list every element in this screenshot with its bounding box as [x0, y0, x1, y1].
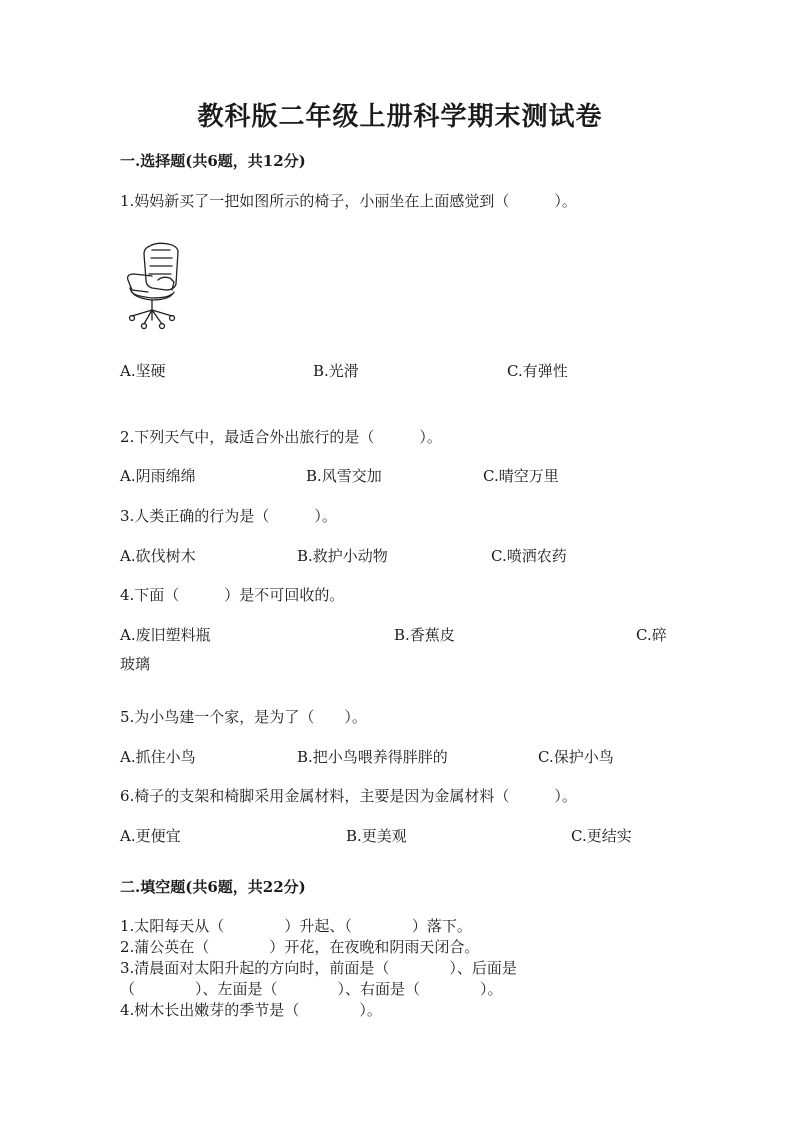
- q5-option-c: C.保护小鸟: [538, 748, 614, 766]
- q4-option-c: C.碎: [636, 626, 667, 644]
- q5-option-b: B.把小鸟喂养得胖胖的: [297, 748, 448, 766]
- q1-option-c: C.有弹性: [507, 362, 568, 380]
- fill-line-5: 4.树木长出嫩芽的季节是（ ）。: [120, 1001, 382, 1019]
- q3-option-b: B.救护小动物: [297, 547, 388, 565]
- q4-option-a: A.废旧塑料瓶: [120, 626, 211, 644]
- q1-option-b: B.光滑: [313, 362, 359, 380]
- q2-option-b: B.风雪交加: [306, 467, 382, 485]
- page-title: 教科版二年级上册科学期末测试卷: [197, 102, 603, 132]
- q4-option-c-wrap: 玻璃: [120, 655, 151, 673]
- fill-line-3: 3.清晨面对太阳升起的方向时，前面是（ ）、后面是: [120, 959, 517, 977]
- question-6: 6.椅子的支架和椅脚采用金属材料，主要是因为金属材料（ ）。: [120, 787, 577, 805]
- q2-option-a: A.阴雨绵绵: [120, 467, 196, 485]
- q6-option-b: B.更美观: [346, 827, 407, 845]
- question-4: 4.下面（ ）是不可回收的。: [120, 586, 345, 604]
- q1-option-a: A.坚硬: [120, 362, 166, 380]
- q6-option-a: A.更便宜: [120, 827, 181, 845]
- section-heading-choice: 一.选择题(共6题，共12分): [120, 152, 306, 170]
- fill-line-1: 1.太阳每天从（ ）升起、（ ）落下。: [120, 917, 472, 935]
- q3-option-c: C.喷洒农药: [491, 547, 567, 565]
- q3-option-a: A.砍伐树木: [120, 547, 196, 565]
- fill-line-2: 2.蒲公英在（ ）开花，在夜晚和阴雨天闭合。: [120, 938, 480, 956]
- q2-option-c: C.晴空万里: [483, 467, 559, 485]
- q6-option-c: C.更结实: [571, 827, 632, 845]
- q4-option-b: B.香蕉皮: [394, 626, 455, 644]
- question-1: 1.妈妈新买了一把如图所示的椅子，小丽坐在上面感觉到（ ）。: [120, 192, 577, 210]
- fill-line-4: （ ）、左面是（ ）、右面是（ ）。: [120, 980, 503, 998]
- q5-option-a: A.抓住小鸟: [120, 748, 196, 766]
- question-2: 2.下列天气中，最适合外出旅行的是（ ）。: [120, 428, 442, 446]
- section-heading-fill: 二.填空题(共6题，共22分): [120, 878, 306, 896]
- question-3: 3.人类正确的行为是（ ）。: [120, 507, 337, 525]
- office-chair-icon: [122, 240, 184, 330]
- question-5: 5.为小鸟建一个家，是为了（ ）。: [120, 708, 367, 726]
